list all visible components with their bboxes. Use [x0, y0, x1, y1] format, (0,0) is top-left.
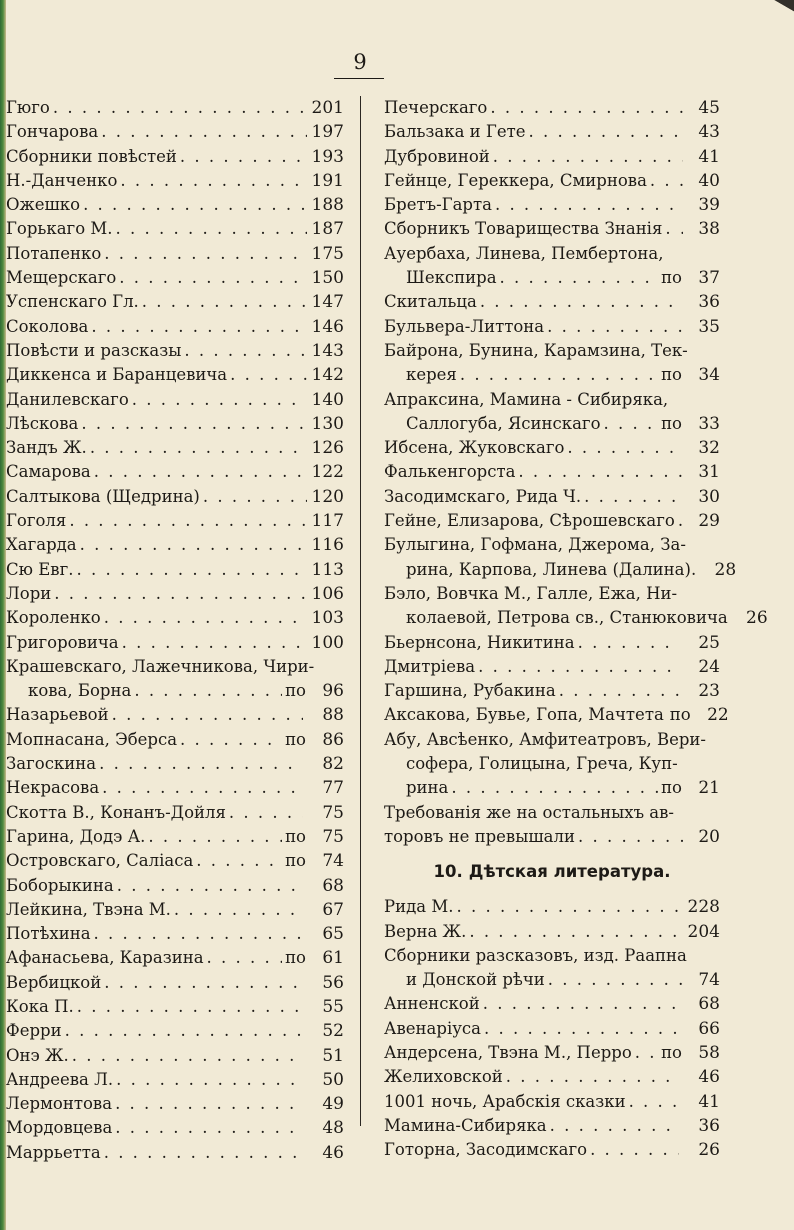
list-item: Бульвера-Литтона . . . 35 — [384, 315, 720, 339]
entry-line: Ауербаха, Линева, Пембертона, — [384, 243, 664, 263]
list-item: Соколова . . . 146 — [6, 315, 344, 339]
entry-line: керея . . . по 34 — [384, 363, 720, 387]
left-list-b — [6, 703, 344, 1165]
list-item: Авенаріуса . . . 66 — [384, 1017, 720, 1041]
right-list-a — [384, 96, 720, 242]
list-item: Мордовцева . . . 48 — [6, 1116, 344, 1140]
list-item: Фалькенгорста . . . 31 — [384, 460, 720, 484]
list-item: Гоголя . . . 117 — [6, 509, 344, 533]
list-item: Андреева Л. . . . 50 — [6, 1068, 344, 1092]
multiline-entry — [384, 728, 720, 801]
list-item: Дмитріева . . . 24 — [384, 655, 720, 679]
section-heading — [384, 849, 720, 895]
list-item: Потѣхина . . . 65 — [6, 922, 344, 946]
list-item: Бьернсона, Никитина . . . 25 — [384, 631, 720, 655]
list-item: Назарьевой . . . 88 — [6, 703, 344, 727]
list-item: Вербицкой . . . 56 — [6, 971, 344, 995]
multiline-entry — [384, 533, 737, 582]
multiline-entry — [384, 944, 720, 993]
list-item: Мамина-Сибиряка . . . 36 — [384, 1114, 720, 1138]
entry-line: рина, Карпова, Линева (Далина). 28 — [406, 559, 737, 580]
multiline-entry — [384, 242, 720, 291]
page-number: 9 — [353, 50, 367, 74]
list-item: Лермонтова . . . 49 — [6, 1092, 344, 1116]
list-item: Гончарова . . . 197 — [6, 120, 344, 144]
list-item: Зандъ Ж. . . . 126 — [6, 436, 344, 460]
list-item: 1001 ночь, Арабскія сказки . . . 41 — [384, 1090, 720, 1114]
section-number: 10. — [433, 862, 463, 882]
list-item: Маррьетта . . . 46 — [6, 1141, 344, 1165]
list-item: Успенскаго Гл. . . . 147 — [6, 290, 344, 314]
entry-line: Шекспира . . . по 37 — [384, 266, 720, 290]
list-item: Горькаго М. . . . 187 — [6, 217, 344, 241]
list-item: Короленко . . . 103 — [6, 606, 344, 630]
multiline-entry — [384, 801, 720, 850]
entry-line: кова, Борна . . . по 96 — [6, 679, 344, 703]
list-item: Лори . . . 106 — [6, 582, 344, 606]
list-item: Бальзака и Гете . . . 43 — [384, 120, 720, 144]
list-item: Засодимскаго, Рида Ч. . . . 30 — [384, 485, 720, 509]
entry-line: Саллогуба, Ясинскаго . . . по 33 — [384, 412, 720, 436]
list-item: Сборники повѣстей . . . 193 — [6, 145, 344, 169]
list-item: Н.-Данченко . . . 191 — [6, 169, 344, 193]
list-item: Верна Ж. . . . 204 — [384, 920, 720, 944]
list-item: Гюго . . . 201 — [6, 96, 344, 120]
list-item: Мопнасана, Эберса . . . по 86 — [6, 728, 344, 752]
section-title: Дѣтская литература. — [468, 862, 671, 882]
list-item: Сборникъ Товарищества Знанія . . . 38 — [384, 217, 720, 241]
list-item: Анненской . . . 68 — [384, 992, 720, 1016]
list-item: Готорна, Засодимскаго . . . 26 — [384, 1138, 720, 1162]
page-corner-shadow — [764, 0, 794, 20]
list-item: Скитальца . . . 36 — [384, 290, 720, 314]
right-list-c — [384, 436, 720, 533]
list-item: Печерскаго . . . 45 — [384, 96, 720, 120]
list-item: Лейкина, Твэна М. . . . 67 — [6, 898, 344, 922]
list-item: Салтыкова (Щедрина) . . . 120 — [6, 485, 344, 509]
multiline-entry — [6, 655, 344, 704]
list-item: Аксакова, Бувье, Гопа, Мачтета по 22 — [384, 705, 729, 726]
entry-line: Сборники разсказовъ, изд. Раапна — [384, 945, 687, 965]
right-list-b — [384, 290, 720, 339]
right-list-f — [384, 992, 720, 1162]
list-item: Мещерскаго . . . 150 — [6, 266, 344, 290]
entry-line: Крашевскаго, Лажечникова, Чири- — [6, 656, 315, 676]
entry-line: Апраксина, Мамина - Сибиряка, — [384, 389, 669, 409]
list-item: Ибсена, Жуковскаго . . . 32 — [384, 436, 720, 460]
list-item: Афанасьева, Каразина . . . по 61 — [6, 946, 344, 970]
entry-line: Абу, Авсѣенко, Амфитеатровъ, Вери- — [384, 729, 706, 749]
left-list-a — [6, 96, 344, 655]
list-item: Желиховской . . . 46 — [384, 1065, 720, 1089]
multiline-entry — [384, 582, 768, 631]
right-list-e — [384, 895, 720, 944]
right-column — [384, 96, 768, 1162]
entry-line: Булыгина, Гофмана, Джерома, За- — [384, 535, 686, 555]
entry-line: Требованія же на остальныхъ ав- — [384, 802, 675, 822]
list-item: Диккенса и Баранцевича . . . 142 — [6, 363, 344, 387]
list-item: Скотта В., Конанъ-Дойля . . . 75 — [6, 801, 344, 825]
list-item: Онэ Ж. . . . 51 — [6, 1044, 344, 1068]
entry-line: и Донской рѣчи . . . 74 — [384, 968, 720, 992]
list-item: Лѣскова . . . 130 — [6, 412, 344, 436]
entry-line: Бэло, Вовчка М., Галле, Ежа, Ни- — [384, 583, 678, 603]
right-list-d — [384, 631, 729, 728]
list-item: Повѣсти и разсказы . . . 143 — [6, 339, 344, 363]
column-divider — [360, 96, 361, 1126]
list-item: Гейне, Елизарова, Сѣрошевскаго . . . 29 — [384, 509, 720, 533]
list-item: Данилевскаго . . . 140 — [6, 388, 344, 412]
list-item: Некрасова . . . 77 — [6, 776, 344, 800]
list-item: Островскаго, Саліаса . . . по 74 — [6, 849, 344, 873]
list-item: Гарина, Додэ А. . . . по 75 — [6, 825, 344, 849]
entry-line: колаевой, Петрова св., Станюковича 26 — [406, 608, 768, 629]
list-item: Бретъ-Гарта . . . 39 — [384, 193, 720, 217]
entry-line: торовъ не превышали . . . 20 — [384, 825, 720, 849]
list-item: Гейнце, Гереккера, Смирнова . . . 40 — [384, 169, 720, 193]
list-item: Григоровича . . . 100 — [6, 631, 344, 655]
list-item: Андерсена, Твэна М., Перро . . . по 58 — [384, 1041, 720, 1065]
entry-line: софера, Голицына, Греча, Куп- — [406, 754, 678, 774]
multiline-entry — [384, 388, 720, 437]
list-item: Загоскина . . . 82 — [6, 752, 344, 776]
list-item: Сю Евг. . . . 113 — [6, 558, 344, 582]
list-item: Боборыкина . . . 68 — [6, 874, 344, 898]
list-item: Ожешко . . . 188 — [6, 193, 344, 217]
page-number-rule — [334, 78, 384, 79]
entry-line: рина . . . по 21 — [384, 776, 720, 800]
multiline-entry — [384, 339, 720, 388]
list-item: Ферри . . . 52 — [6, 1019, 344, 1043]
list-item: Потапенко . . . 175 — [6, 242, 344, 266]
list-item: Хагарда . . . 116 — [6, 533, 344, 557]
list-item: Гаршина, Рубакина . . . 23 — [384, 679, 720, 703]
list-item: Кока П. . . . 55 — [6, 995, 344, 1019]
list-item: Самарова . . . 122 — [6, 460, 344, 484]
list-item: Рида М. . . . 228 — [384, 895, 720, 919]
list-item: Дубровиной . . . 41 — [384, 145, 720, 169]
left-column — [6, 96, 344, 1165]
entry-line: Байрона, Бунина, Карамзина, Тек- — [384, 340, 688, 360]
